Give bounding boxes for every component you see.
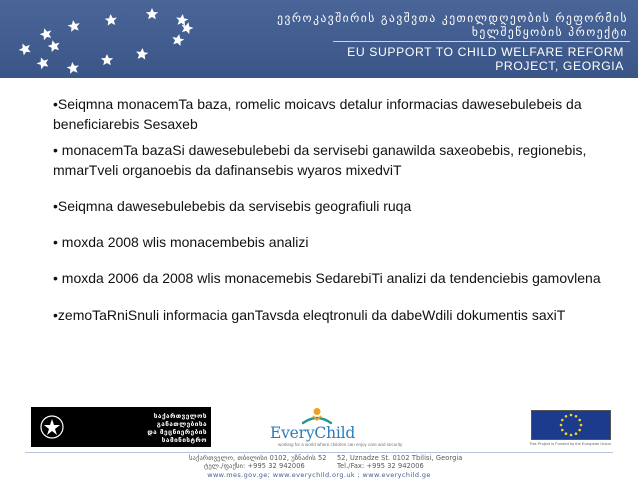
everychild-logo — [262, 407, 403, 449]
star-icon — [67, 19, 81, 32]
star-icon — [101, 54, 113, 65]
footer-divider — [25, 452, 613, 453]
star-icon — [135, 47, 149, 60]
ministry-logo — [31, 407, 211, 447]
footer-websites[interactable]: www.mes.gov.ge; www.everychild.org.uk ; www.everychild.ge — [207, 471, 431, 479]
ministry-logo-line: და მეცნიერების — [147, 428, 207, 436]
star-icon — [66, 61, 80, 74]
header-banner — [0, 0, 638, 78]
address-english-line2: Tel./Fax: +995 32 942006 — [337, 462, 424, 470]
ministry-logo-line: სამინისტრო — [161, 436, 207, 444]
star-icon — [35, 55, 51, 70]
header-title-english-line2: PROJECT, GEORGIA — [495, 59, 624, 73]
bullet-item: • moxda 2006 da 2008 wlis monacemebis SedarebiTi analizi da tendenciebis gamovlena — [53, 270, 601, 286]
address-georgian-line2: ტელ./ფაქსი: +995 32 942006 — [204, 462, 305, 470]
header-divider — [333, 41, 630, 42]
star-icon — [38, 26, 53, 41]
header-title-georgian-line1: ევროკავშირის გავშვთა კეთილდღეობის რეფორმის — [277, 11, 628, 25]
star-icon — [171, 33, 185, 47]
ministry-logo-line: განათლებისა — [156, 420, 207, 428]
header-title-english-line1: EU SUPPORT TO CHILD WELFARE REFORM — [347, 45, 624, 59]
everychild-name: EveryChild — [270, 424, 356, 442]
bullet-item: •zemoTaRniSnuli informacia ganTavsda eleqtronuli da dabeWdili dokumentis saxiT — [53, 307, 566, 323]
eu-star-ring-icon — [532, 411, 610, 439]
ministry-logo-line: საქართველოს — [153, 412, 207, 420]
star-icon — [146, 8, 158, 19]
bullet-item: • monacemTa bazaSi dawesebulebebi da servisebi ganawilda saxeobebis, regionebis, mmarTveli organoebis da dafinansebis wyaros mixedviT — [53, 142, 587, 178]
eu-stars-decoration — [0, 0, 240, 78]
eu-funding-caption: This Project is Funded by the European Union — [529, 441, 611, 446]
ministry-emblem-icon — [37, 413, 67, 441]
everychild-tagline: working for a world where children can enjoy care and security — [278, 442, 403, 447]
eu-flag — [531, 410, 611, 440]
bullet-item: • moxda 2008 wlis monacembebis analizi — [53, 234, 309, 250]
address-english-line1: 52, Uznadze St. 0102 Tbilisi, Georgia — [337, 454, 463, 462]
star-icon — [46, 39, 61, 53]
bullet-item: •Seiqmna monacemTa baza, romelic moicavs detalur informacias dawesebulebeis da beneficiarebis Sesaxeb — [53, 96, 582, 132]
address-georgian-line1: საქართველო, თბილისი 0102, უზნაძის 52 — [189, 454, 327, 462]
header-title-georgian-line2: ხელშეწყობის პროექტი — [471, 25, 628, 39]
bullet-list — [53, 94, 613, 325]
star-icon — [175, 13, 189, 26]
bullet-item: •Seiqmna dawesebulebebis da servisebis geografiuli ruqa — [53, 198, 412, 214]
star-icon — [17, 41, 33, 56]
star-icon — [104, 13, 117, 25]
